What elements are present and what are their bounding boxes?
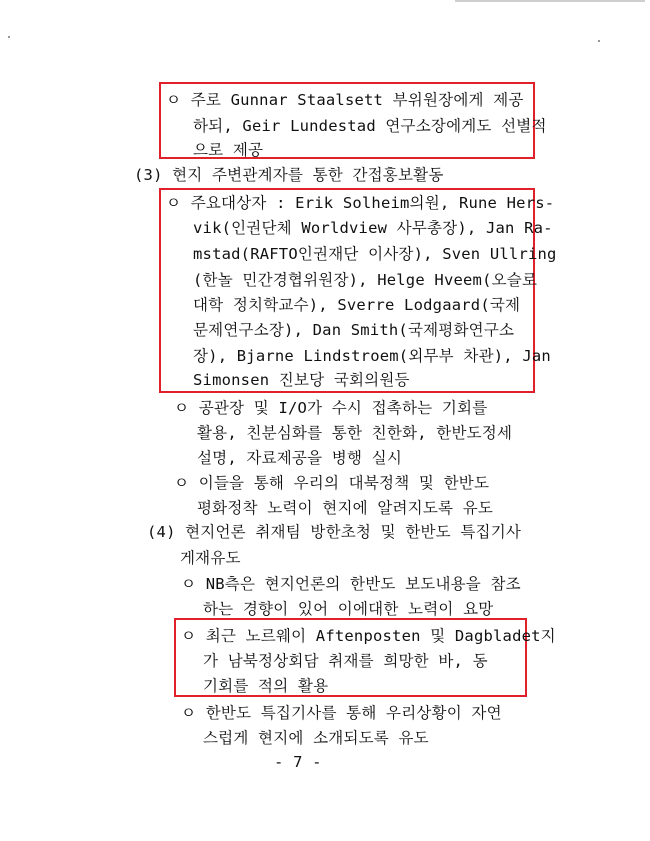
text-line: Simonsen 진보당 국회의원등	[193, 371, 410, 389]
text-line: 기회를 적의 활용	[203, 677, 329, 695]
text-line: ㅇ 공관장 및 I/O가 수시 접촉하는 기회를	[174, 399, 488, 417]
text-line: 설명, 자료제공을 병행 실시	[197, 449, 403, 467]
text-line: 하되, Geir Lundestad 연구소장에게도 선별적	[193, 117, 547, 135]
section-heading: (3) 현지 주변관계자를 통한 간접홍보활동	[134, 166, 444, 184]
scan-speck	[8, 36, 10, 38]
text-line: vik(인권단체 Worldview 사무총장), Jan Ra-	[193, 219, 553, 237]
section-heading: (4) 현지언론 취재팀 방한초청 및 한반도 특집기사	[147, 523, 522, 541]
text-line: 가 남북정상회담 취재를 희망한 바, 동	[203, 652, 488, 670]
text-line: ㅇ 최근 노르웨이 Aftenposten 및 Dagbladet지	[181, 627, 556, 645]
scan-top-edge	[455, 0, 645, 2]
text-line: 대학 정치학교수), Sverre Lodgaard(국제	[193, 296, 521, 314]
text-line: ㅇ 한반도 특집기사를 통해 우리상황이 자연	[181, 704, 502, 722]
text-line: 스럽게 현지에 소개되도록 유도	[203, 729, 429, 747]
text-line: 하는 경향이 있어 이에대한 노력이 요망	[203, 600, 494, 618]
scan-speck	[598, 40, 600, 42]
text-line: ㅇ NB측은 현지언론의 한반도 보도내용을 참조	[181, 575, 521, 593]
text-line: 평화정착 노력이 현지에 알려지도록 유도	[197, 499, 494, 517]
text-line: ㅇ 주요대상자 : Erik Solheim의원, Rune Hers-	[166, 194, 555, 212]
text-line: (한놀 민간경협위원장), Helge Hveem(오슬로	[193, 271, 538, 289]
text-line: mstad(RAFTO인권재단 이사장), Sven Ullring	[193, 245, 557, 263]
page-number: - 7 -	[274, 753, 322, 771]
text-line: 으로 제공	[193, 141, 264, 159]
text-line: 문제연구소장), Dan Smith(국제평화연구소	[193, 321, 515, 339]
text-line: 게재유도	[180, 549, 241, 567]
text-line: 장), Bjarne Lindstroem(외무부 차관), Jan	[193, 347, 551, 365]
text-line: ㅇ 주로 Gunnar Staalsett 부위원장에게 제공	[166, 91, 524, 109]
text-line: 활용, 친분심화를 통한 친한화, 한반도정세	[197, 424, 513, 442]
text-line: ㅇ 이들을 통해 우리의 대북정책 및 한반도	[174, 474, 490, 492]
